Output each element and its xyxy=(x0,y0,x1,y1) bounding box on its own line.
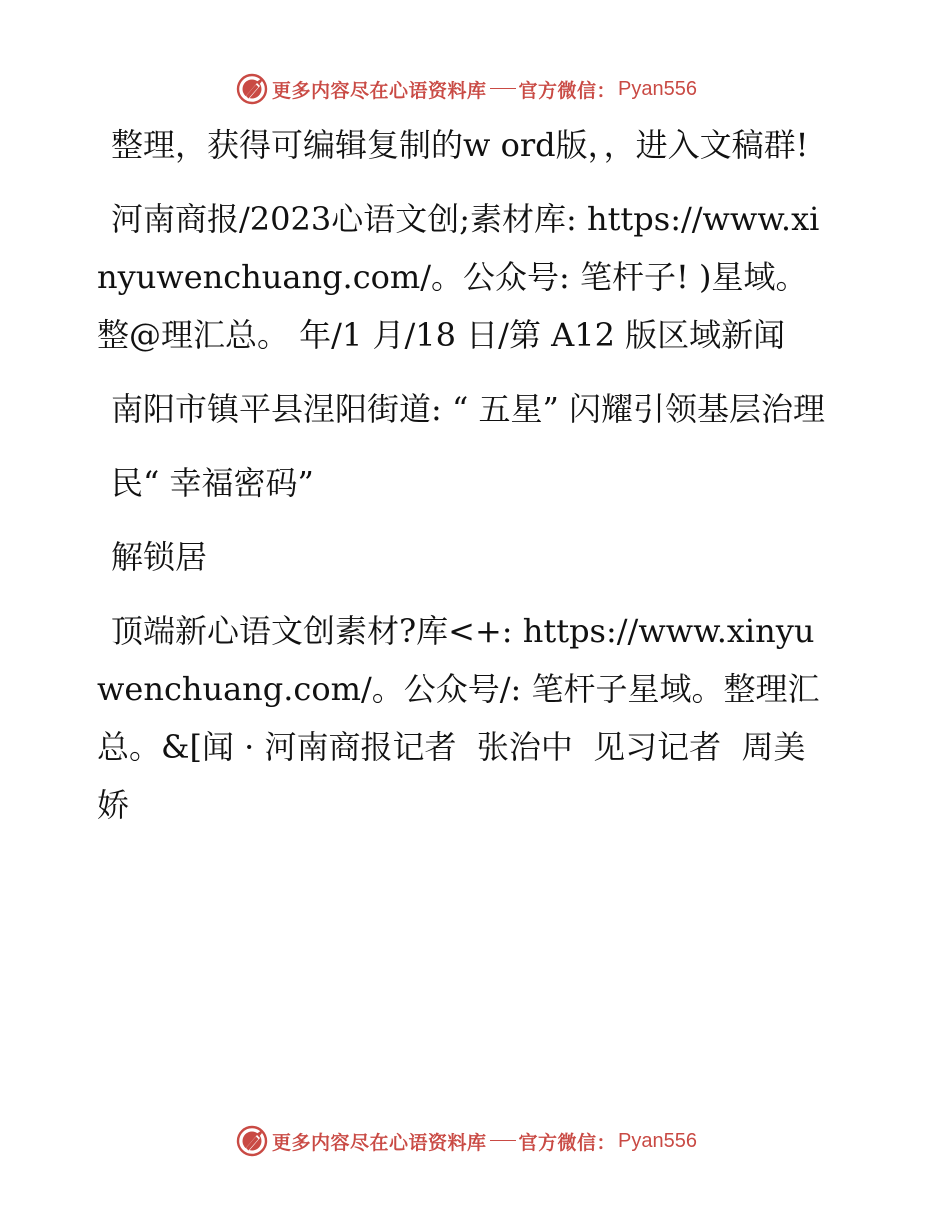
document-body xyxy=(97,116,837,850)
paragraph-intro: 整理，获得可编辑复制的w ord版，，进入文稿群! xyxy=(111,126,809,164)
paragraph-source: 河南商报/2023心语文创;素材库: https://www.xinyuwenchuang.com/。公众号: 笔杆子! )星域。整@理汇总。 年/1 月/18 日/第 A12 版区域新闻 xyxy=(97,200,820,354)
banner-divider xyxy=(490,88,516,89)
paragraph-subheadline-1: 民“ 幸福密码” xyxy=(111,464,314,502)
banner-wechat-id: Pyan556 xyxy=(618,1129,697,1152)
banner-text: 更多内容尽在心语资料库 xyxy=(272,1131,487,1154)
pen-seal-logo-icon xyxy=(236,1125,268,1157)
paragraph-subheadline-2: 解锁居 xyxy=(111,538,208,576)
banner-wechat-id: Pyan556 xyxy=(618,77,697,100)
pen-seal-logo-icon xyxy=(236,73,268,105)
banner-divider xyxy=(490,1140,516,1141)
banner-wechat-label: 官方微信： xyxy=(518,79,617,102)
banner-text: 更多内容尽在心语资料库 xyxy=(272,79,487,102)
banner-wechat-label: 官方微信： xyxy=(518,1131,617,1154)
header-banner xyxy=(236,72,697,106)
footer-banner xyxy=(236,1124,697,1158)
paragraph-byline: 顶端新心语文创素材?库<+: https://www.xinyuwenchuang.com/。公众号/: 笔杆子星域。整理汇总。&[闻 · 河南商报记者 张治中 见习记者 周美娇 xyxy=(97,612,820,824)
paragraph-headline: 南阳市镇平县涅阳街道: “ 五星” 闪耀引领基层治理 xyxy=(111,390,826,428)
